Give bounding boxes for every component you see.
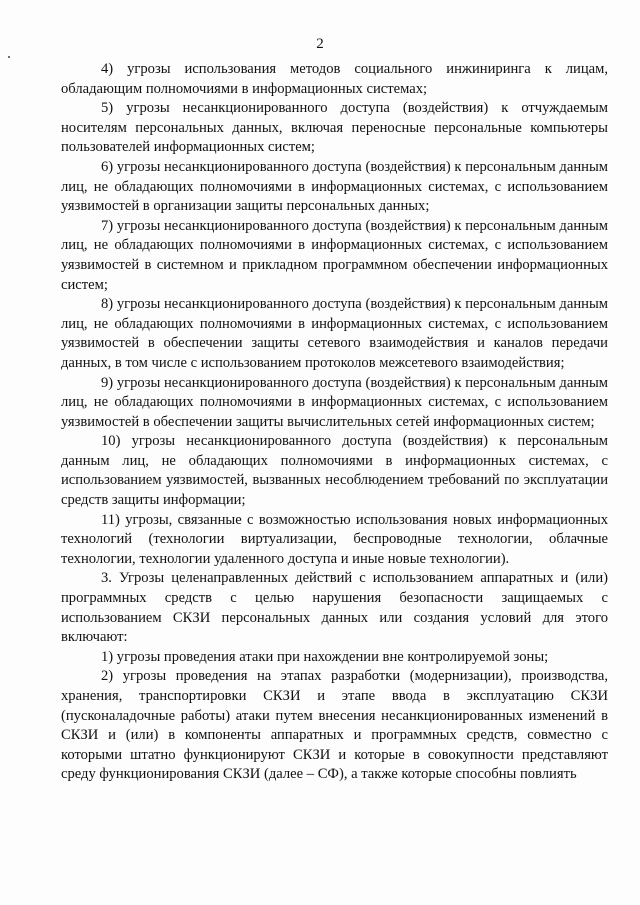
paragraph-threat-10: 10) угрозы несанкционированного доступа (воздействия) к персональным данным лиц, не обладающих полномочиями в информационных системах, с использованием уязвимостей, вызванных несоблюдением требований по эксплуатации средств защиты информации; [61,433,608,509]
paragraph-threat-4: 4) угрозы использования методов социального инжиниринга к лицам, обладающим полномочиями в информационных системах; [61,61,608,97]
paragraph-section-3: 3. Угрозы целенаправленных действий с использованием аппаратных и (или) программных средств с целью нарушения безопасности защищаемых с использованием СКЗИ персональных данных или создания условий для этого включают: [61,570,608,646]
paragraph-threat-5: 5) угрозы несанкционированного доступа (воздействия) к отчуждаемым носителям персональных данных, включая переносные персональные компьютеры пользователей информационных систем; [61,100,608,156]
document-body [61,60,608,785]
paragraph-threat-7: 7) угрозы несанкционированного доступа (воздействия) к персональным данным лиц, не обладающих полномочиями в информационных системах, с использованием уязвимостей в системном и прикладном программном обеспечении информационных систем; [61,217,608,293]
scan-speck [8,56,10,58]
paragraph-threat-6: 6) угрозы несанкционированного доступа (воздействия) к персональным данным лиц, не обладающих полномочиями в информационных системах, с использованием уязвимостей в организации защиты персональных данных; [61,158,608,215]
paragraph-section-3-item-2: 2) угрозы проведения на этапах разработки (модернизации), производства, хранения, транспортировки СКЗИ и этапе ввода в эксплуатацию СКЗИ (пусконаладочные работы) атаки путем внесения несанкционированных изменений в СКЗИ и (или) в компоненты аппаратных и программных средств, совместно с которыми штатно функционируют СКЗИ и которые в совокупности представляют среду функционирования СКЗИ (далее – СФ), а также которые способны повлиять [61,668,608,783]
page-number: 2 [316,36,324,52]
paragraph-section-3-item-1: 1) угрозы проведения атаки при нахождении вне контролируемой зоны; [101,648,549,665]
paragraph-threat-11: 11) угрозы, связанные с возможностью использования новых информационных технологий (технологии виртуализации, беспроводные технологии, облачные технологии, технологии удаленного доступа и иные новые технологии). [61,511,608,567]
paragraph-threat-8: 8) угрозы несанкционированного доступа (воздействия) к персональным данным лиц, не обладающих полномочиями в информационных системах, с использованием уязвимостей в обеспечении защиты сетевого взаимодействия и каналов передачи данных, в том числе с использованием протоколов межсетевого взаимодействия; [61,296,608,371]
paragraph-threat-9: 9) угрозы несанкционированного доступа (воздействия) к персональным данным лиц, не обладающих полномочиями в информационных системах, с использованием уязвимостей в обеспечении защиты вычислительных сетей информационных систем; [61,374,608,430]
